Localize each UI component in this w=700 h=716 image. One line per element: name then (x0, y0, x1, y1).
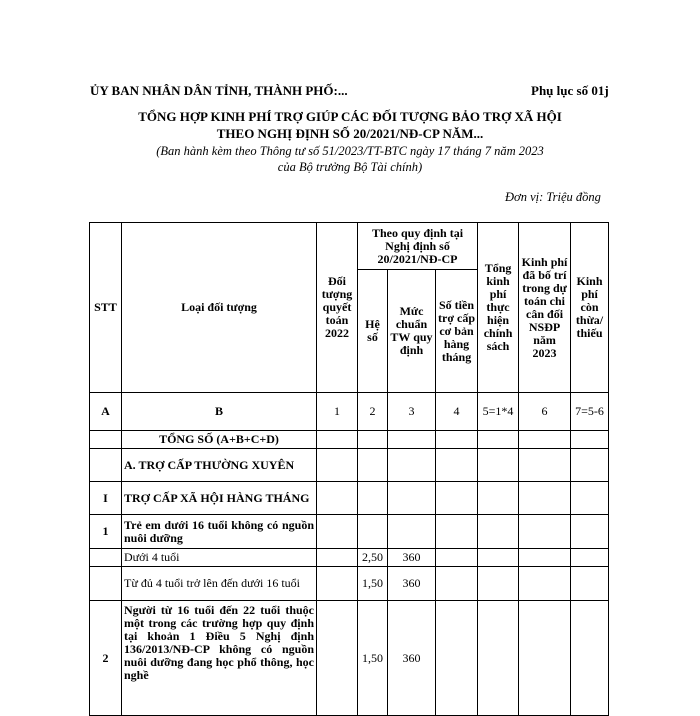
code-cell: 2 (358, 393, 388, 431)
code-cell: 6 (519, 393, 571, 431)
document-title-line-2: THEO NGHỊ ĐỊNH SỐ 20/2021/NĐ-CP NĂM... (216, 126, 484, 141)
header-monthly-amount: Số tiền trợ cấp cơ bản hàng tháng (436, 270, 478, 393)
row-name: TỔNG SỐ (A+B+C+D) (122, 431, 317, 449)
header-per-decree: Theo quy định tại Nghị định số 20/2021/NĐ-CP (358, 223, 478, 270)
header-remaining-funding: Kinh phí còn thừa/ thiếu (571, 223, 609, 393)
row-stt (90, 431, 122, 449)
row-name: Trẻ em dưới 16 tuổi không có nguồn nuôi dưỡng (122, 515, 317, 549)
row-stt (90, 567, 122, 601)
code-cell: 3 (388, 393, 436, 431)
table-row (90, 601, 609, 716)
agency-header: ỦY BAN NHÂN DÂN TỈNH, THÀNH PHỐ:... (90, 83, 348, 98)
row-name: Người từ 16 tuổi đến 22 tuổi thuộc một trong các trường hợp quy định tại khoản 1 Điều 5 Nghị định 136/2013/NĐ-CP không có nguồn nuôi dưỡng đang học phổ thông, học nghề (122, 601, 317, 716)
code-cell: B (122, 393, 317, 431)
code-cell: 4 (436, 393, 478, 431)
header-object-type: Loại đối tượng (122, 223, 317, 393)
header-total-funding: Tổng kinh phí thực hiện chính sách (478, 223, 519, 393)
table-row (90, 515, 609, 549)
row-stt (90, 449, 122, 482)
row-stt: 2 (90, 601, 122, 716)
header-standard-level: Mức chuẩn TW quy định (388, 270, 436, 393)
document-subtitle-line-1: (Ban hành kèm theo Thông tư số 51/2023/TT-BTC ngày 17 tháng 7 năm 2023 (156, 144, 544, 158)
row-name: Từ đủ 4 tuổi trở lên đến dưới 16 tuổi (122, 567, 317, 601)
row-coefficient: 2,50 (358, 549, 388, 567)
table-row (90, 549, 609, 567)
row-stt: 1 (90, 515, 122, 549)
row-standard-level: 360 (388, 549, 436, 567)
code-cell: 1 (317, 393, 358, 431)
header-settled-objects: Đối tượng quyết toán 2022 (317, 223, 358, 393)
document-subtitle-line-2: của Bộ trưởng Bộ Tài chính) (277, 160, 423, 174)
appendix-number: Phụ lục số 01j (531, 83, 609, 98)
document-title-line-1: TỔNG HỢP KINH PHÍ TRỢ GIÚP CÁC ĐỐI TƯỢNG BẢO TRỢ XÃ HỘI (138, 109, 562, 124)
unit-label: Đơn vị: Triệu đồng (505, 190, 601, 204)
row-name: TRỢ CẤP XÃ HỘI HÀNG THÁNG (122, 482, 317, 515)
funding-summary-table (89, 222, 609, 716)
row-name: Dưới 4 tuổi (122, 549, 317, 567)
row-name: A. TRỢ CẤP THƯỜNG XUYÊN (122, 449, 317, 482)
table-row (90, 431, 609, 449)
header-coefficient: Hệ số (358, 270, 388, 393)
table-row (90, 449, 609, 482)
header-stt: STT (90, 223, 122, 393)
code-cell: 5=1*4 (478, 393, 519, 431)
table-row (90, 482, 609, 515)
row-standard-level: 360 (388, 567, 436, 601)
header-allocated-funding: Kinh phí đã bố trí trong dự toán chi cân đối NSĐP năm 2023 (519, 223, 571, 393)
row-stt (90, 549, 122, 567)
table-row (90, 567, 609, 601)
row-standard-level: 360 (388, 601, 436, 716)
row-coefficient: 1,50 (358, 567, 388, 601)
row-stt: I (90, 482, 122, 515)
code-cell: 7=5-6 (571, 393, 609, 431)
code-cell: A (90, 393, 122, 431)
row-coefficient: 1,50 (358, 601, 388, 716)
